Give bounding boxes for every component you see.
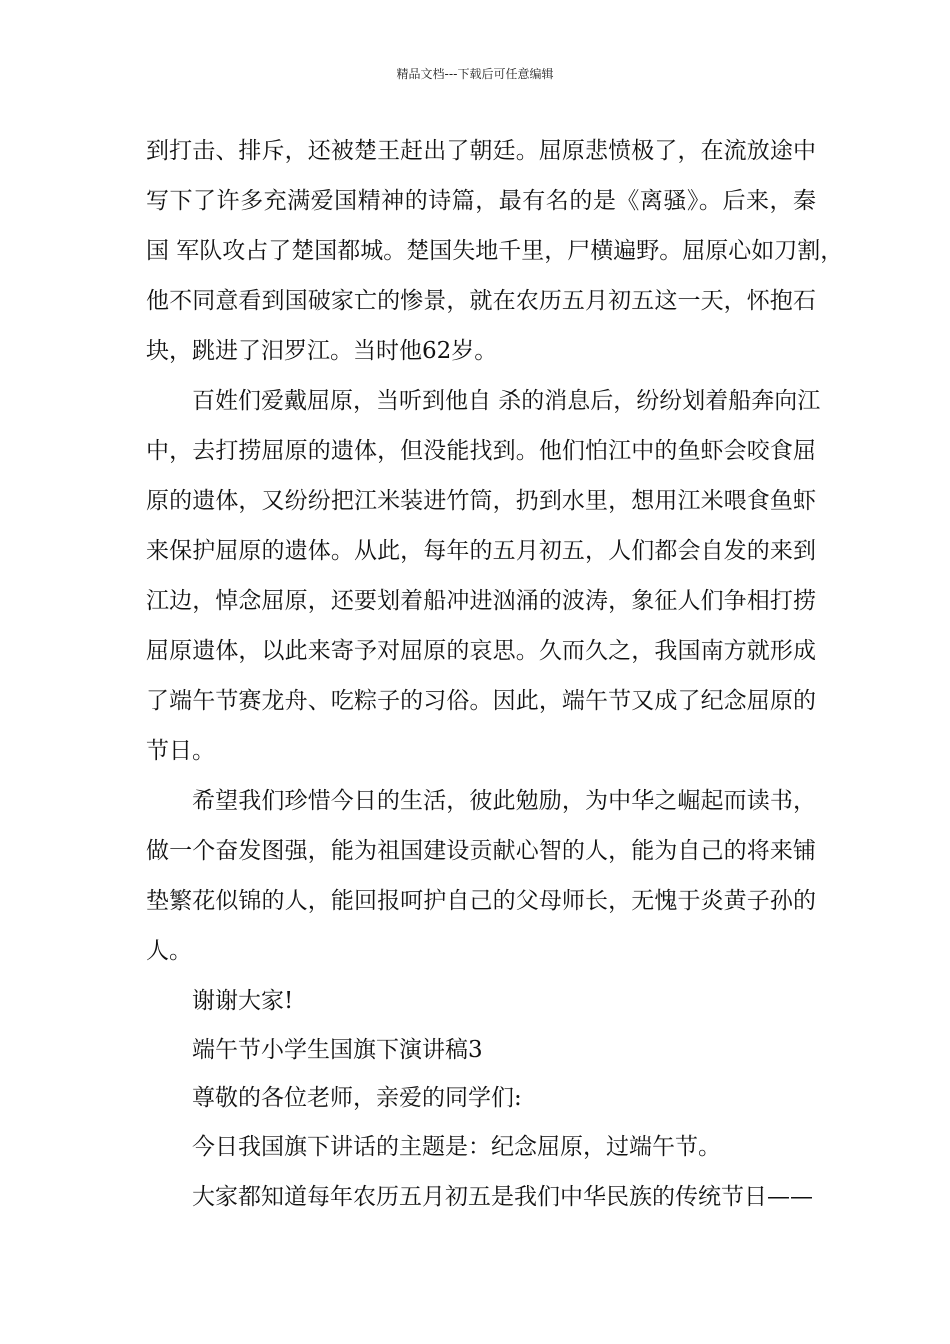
- text-line: 大家都知道每年农历五月初五是我们中华民族的传统节日——: [192, 1184, 813, 1210]
- text-line: 百姓们爱戴屈原，当听到他自 杀的消息后，纷纷划着船奔向江: [192, 388, 821, 414]
- salutation: 尊敬的各位老师，亲爱的同学们:: [192, 1085, 522, 1111]
- text-line: 他不同意看到国破家亡的惨景，就在农历五月初五这一天，怀抱石: [146, 288, 816, 314]
- text-line: 希望我们珍惜今日的生活，彼此勉励，为中华之崛起而读书，: [192, 788, 816, 814]
- text-line: 屈原遗体，以此来寄予对屈原的哀思。久而久之，我国南方就形成: [146, 638, 816, 664]
- text-line: 国 军队攻占了楚国都城。楚国失地千里，尸横遍野。屈原心如刀割，: [146, 238, 844, 264]
- text-line: 块，跳进了汨罗江。当时他62岁。: [146, 338, 498, 364]
- text-line: 江边，悼念屈原，还要划着船冲进汹涌的波涛，象征人们争相打捞: [146, 588, 816, 614]
- text-line: 做一个奋发图强，能为祖国建设贡献心智的人，能为自己的将来铺: [146, 838, 816, 864]
- text-line: 人。: [146, 938, 192, 964]
- text-line: 到打击、排斥，还被楚王赶出了朝廷。屈原悲愤极了，在流放途中: [146, 138, 816, 164]
- page-header: 精品文档---下载后可任意编辑: [396, 67, 554, 81]
- speech-title: 端午节小学生国旗下演讲稿3: [192, 1037, 483, 1063]
- document-body: [146, 126, 844, 1222]
- paragraph-qu-yuan-exile: [146, 126, 844, 376]
- text-line: 了端午节赛龙舟、吃粽子的习俗。因此，端午节又成了纪念屈原的: [146, 688, 816, 714]
- text-line: 原的遗体，又纷纷把江米装进竹筒，扔到水里，想用江米喂食鱼虾: [146, 488, 816, 514]
- paragraph-hope: [146, 776, 816, 976]
- text-line: 来保护屈原的遗体。从此，每年的五月初五，人们都会自发的来到: [146, 538, 816, 564]
- closing-thanks: 谢谢大家!: [192, 988, 294, 1014]
- paragraph-people-mourning: [146, 376, 821, 776]
- speech-topic: 今日我国旗下讲话的主题是：纪念屈原，过端午节。: [192, 1134, 721, 1160]
- text-line: 节日。: [146, 738, 215, 764]
- text-line: 垫繁花似锦的人，能回报呵护自己的父母师长，无愧于炎黄子孙的: [146, 888, 816, 914]
- text-line: 中，去打捞屈原的遗体，但没能找到。他们怕江中的鱼虾会咬食屈: [146, 438, 816, 464]
- text-line: 写下了许多充满爱国精神的诗篇，最有名的是《离骚》。后来，秦: [146, 188, 816, 214]
